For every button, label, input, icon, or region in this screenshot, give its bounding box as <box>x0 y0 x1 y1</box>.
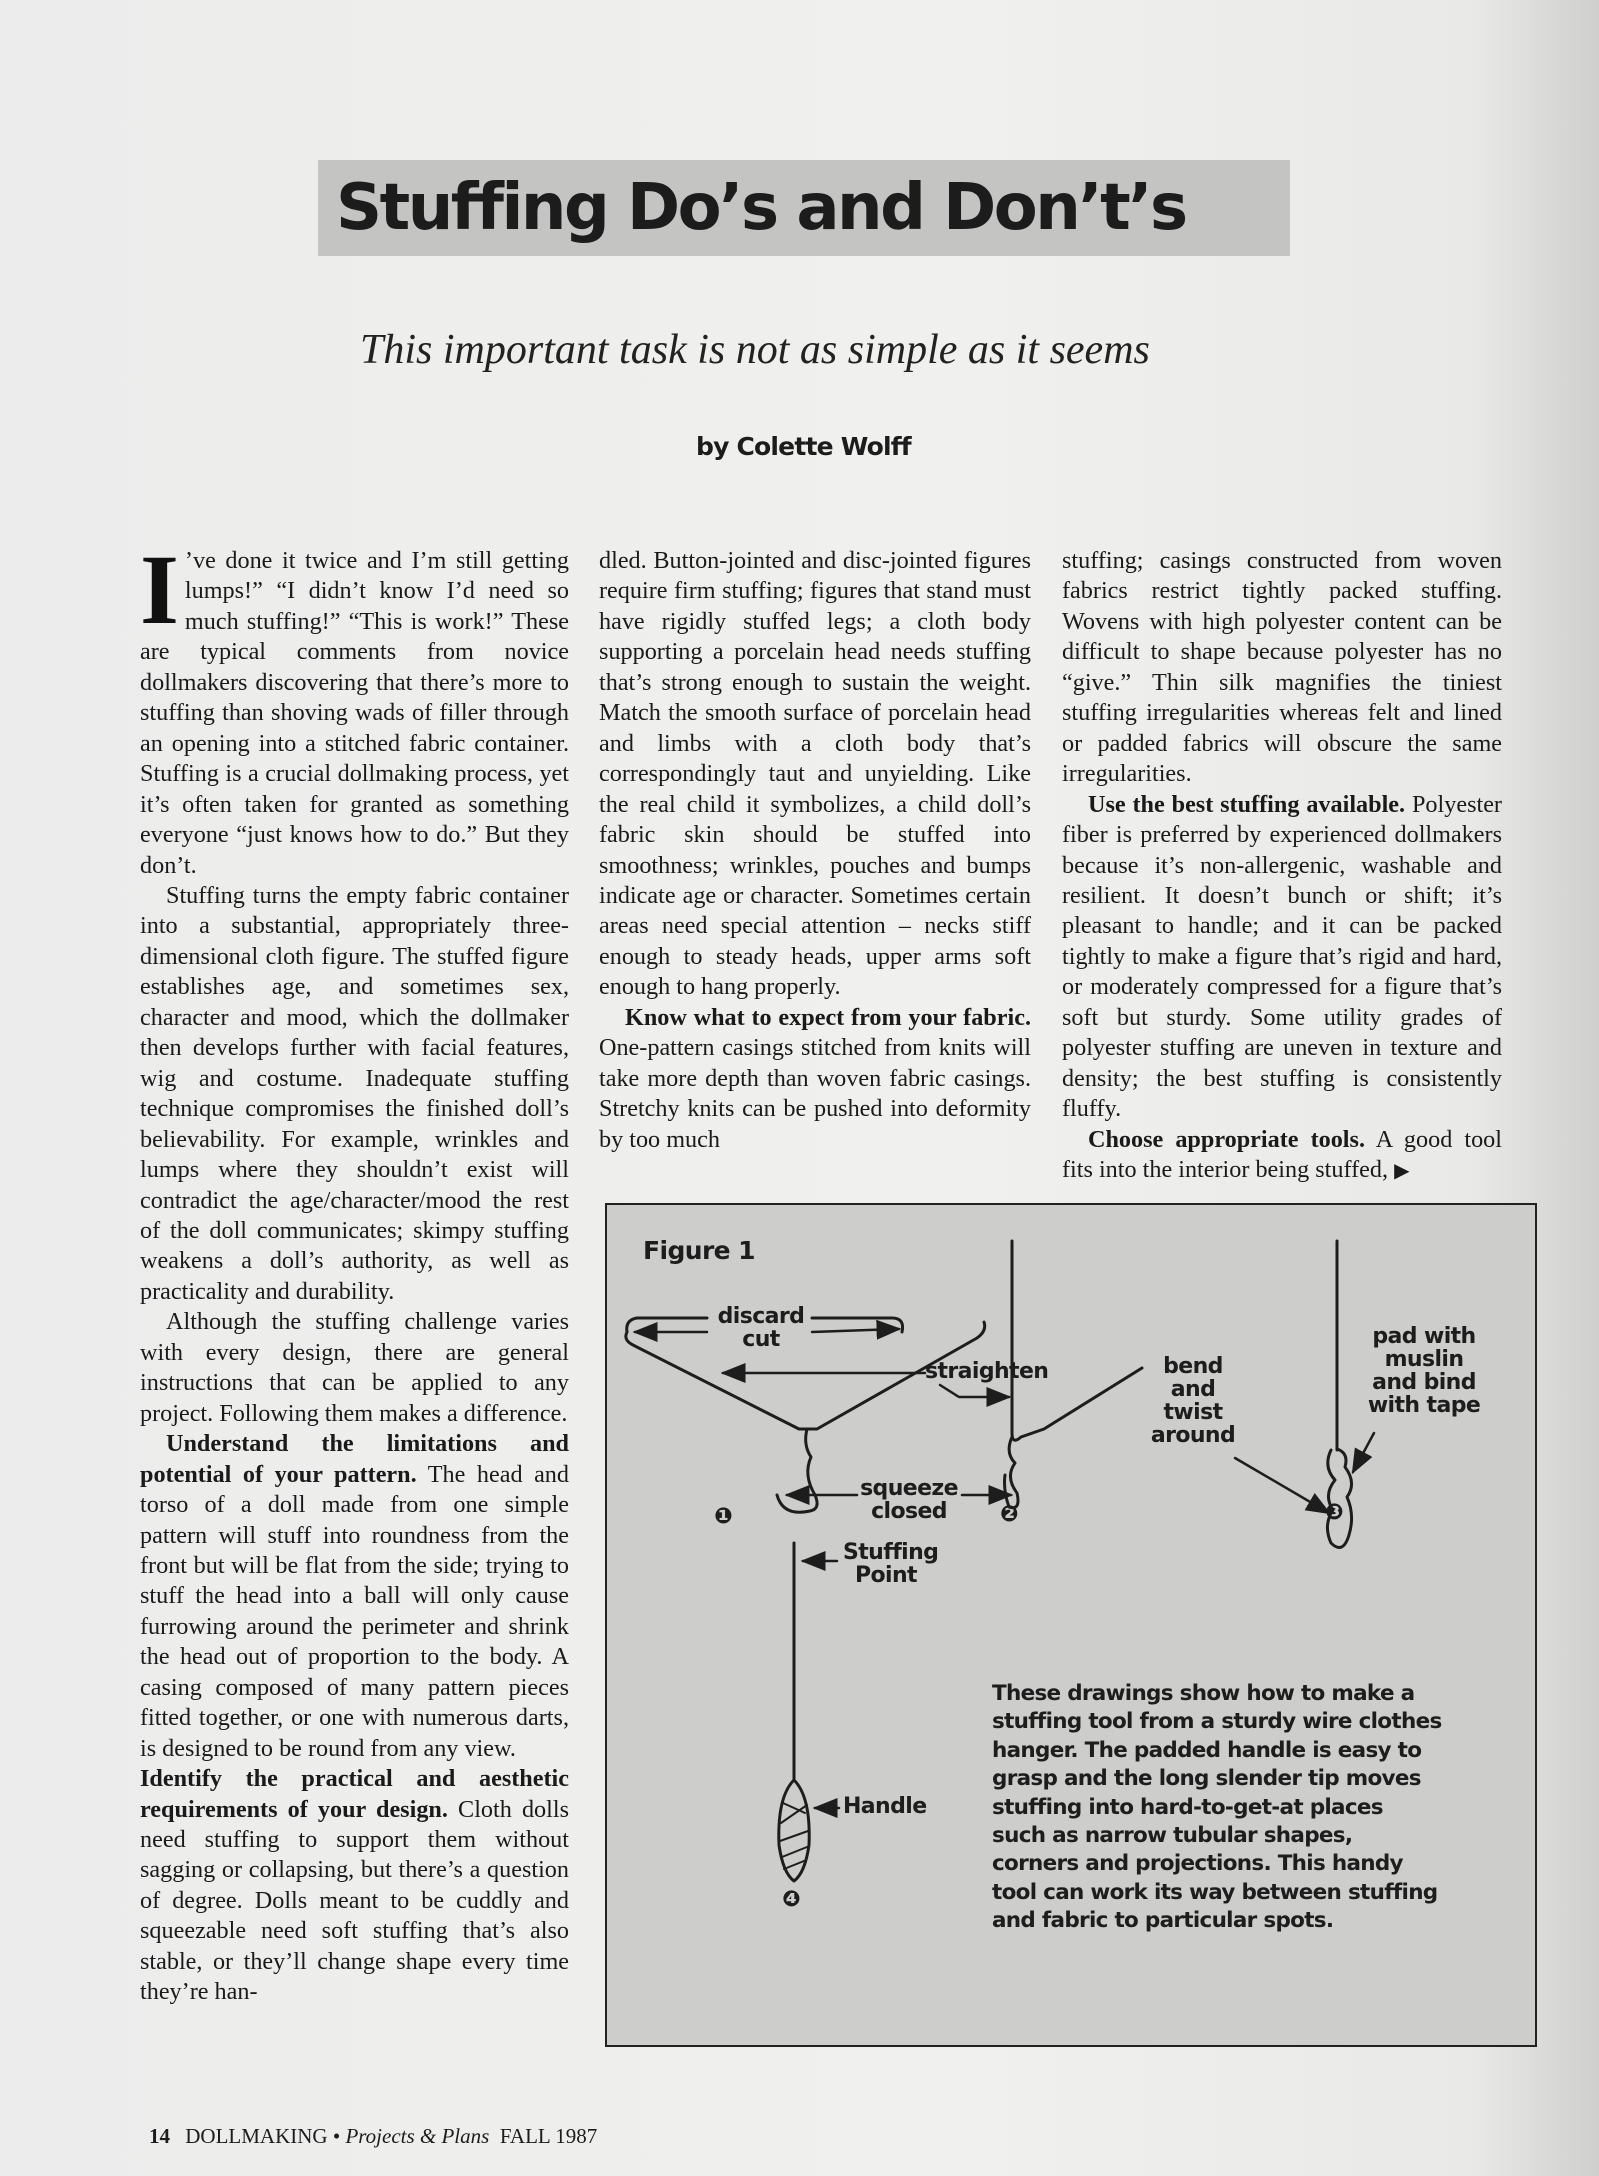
paragraph: Understand the limitations and potential of your pattern. The head and torso of a doll made from one simple pattern will stuff into roundness from the front but will be flat from the side; trying to stuff the head into a ball will only cause furrowing around the perimeter and shrink the head out of proportion to the body. A casing composed of many pattern pieces fitted together, or one with numerous darts, is designed to be round from any view. <box>140 1430 569 1762</box>
figure-title: Figure 1 <box>643 1236 755 1265</box>
label-bend-twist: bend and twist around <box>1150 1354 1236 1449</box>
section-heading: Understand the limitations and potential of your pattern. <box>140 1430 569 1488</box>
paragraph: Although the stuffing challenge varies with every design, there are general instructions that can be applied to any project. Following them makes a difference. <box>140 1308 569 1427</box>
page-number: 14 <box>149 2124 170 2148</box>
article-title: Stuffing Do’s and Don’t’s <box>336 171 1186 245</box>
issue-date: FALL 1987 <box>499 2124 598 2148</box>
byline: by Colette Wolff <box>696 432 911 461</box>
step-3-marker: ❸ <box>1325 1500 1344 1525</box>
paragraph: Use the best stuffing available. Polyester fiber is preferred by experienced dollmakers because it’s non-allergenic, washable and resilient. It doesn’t bunch or shift; it’s pleasant to handle; and it can be packed tightly to make a figure that’s rigid and hard, or moderately compressed for a figure that’s soft but sturdy. Some utility grades of polyester stuffing are uneven in texture and density; the best stuffing is consistently fluffy. <box>1062 790 1502 1123</box>
figure-1 <box>605 1203 1537 2047</box>
hanger-wire-step2 <box>1012 1241 1142 1440</box>
drop-cap: I <box>140 534 179 645</box>
column-2 <box>599 546 1031 1155</box>
magazine-section: Projects & Plans <box>345 2124 490 2148</box>
continued-arrow-icon: ▶ <box>1394 1160 1410 1183</box>
hanger-wire-step1 <box>627 1318 707 1332</box>
paragraph: dled. Button-jointed and disc-jointed figures require firm stuffing; figures that stand must have rigidly stuffed legs; a cloth body supporting a porcelain head needs stuffing that’s strong enough to sustain the weight. Match the smooth surface of porcelain head and limbs with a cloth body that’s correspondingly taut and unyielding. Like the real child it symbolizes, a child doll’s fabric skin should be stuffed into smoothness; wrinkles, pouches and bumps indicate age or character. Sometimes certain areas need special attention – necks stiff enough to steady heads, upper arms soft enough to hang properly. <box>599 547 1031 1001</box>
section-heading: Use the best stuffing available. <box>1088 790 1406 818</box>
page-footer <box>149 2124 597 2149</box>
paragraph: Know what to expect from your fabric. One-pattern casings stitched from knits will take more depth than woven fabric casings. Stretchy knits can be pushed into deformity by too much <box>599 1003 1031 1153</box>
paragraph: Identify the practical and aesthetic requirements of your design. Cloth dolls need stuffing to support them without sagging or collapsing, but there’s a question of degree. Dolls meant to be cuddly and squeezable need soft stuffing that’s also stable, or they’ll change shape every time they’re han- <box>140 1765 569 2006</box>
section-heading: Identify the practical and aesthetic requirements of your design. <box>140 1765 569 1823</box>
section-heading: Know what to expect from your fabric. <box>625 1003 1031 1031</box>
label-straighten: straighten <box>925 1359 1049 1384</box>
hanger-hook-step1 <box>777 1429 817 1512</box>
column-1 <box>140 534 569 2008</box>
article-subtitle: This important task is not as simple as it seems <box>360 327 1150 373</box>
footer-bullet: • <box>332 2124 341 2148</box>
paragraph: Stuffing turns the empty fabric container into a substantial, appropriately three-dimensional cloth figure. The stuffed figure establishes age, and sometimes sex, character and mood, which the dollmaker then develops further with facial features, wig and costume. Inadequate stuffing technique compromises the finished doll’s believability. For example, wrinkles and lumps where they shouldn’t exist will contradict the age/character/mood the rest of the doll communicates; skimpy stuffing weakens a doll’s authority, as well as practicality and durability. <box>140 881 569 1305</box>
step-2-marker: ❷ <box>1000 1502 1019 1527</box>
label-squeeze-closed: squeeze closed <box>860 1476 958 1525</box>
label-pad-with-muslin: pad with muslin and bind with tape <box>1367 1324 1481 1419</box>
step-1-marker: ❶ <box>714 1504 733 1529</box>
paragraph: stuffing; casings constructed from woven fabrics restrict tightly packed stuffing. Wovens with high polyester content can be difficult to shape because polyester has no “give.” Thin silk magnifies the tiniest stuffing irregularities whereas felt and lined or padded fabrics will obscure the same irregularities. <box>1062 547 1502 788</box>
step-4-marker: ❹ <box>782 1887 801 1912</box>
section-heading: Choose appropriate tools. <box>1088 1125 1365 1153</box>
column-3 <box>1062 546 1502 1187</box>
label-stuffing-point: Stuffing Point <box>843 1540 939 1589</box>
label-handle: Handle <box>843 1794 927 1819</box>
lead-paragraph: I ’ve done it twice and I’m still getting lumps!” “I didn’t know I’d need so much stuffing!” “This is work!” These are typical comments from novice dollmakers discovering that there’s more to stuffing than shoving wads of filler through an opening into a stitched fabric container. Stuffing is a crucial dollmaking process, yet it’s often taken for granted as something everyone “just knows how to do.” But they don’t. <box>140 534 569 879</box>
padded-handle-step3 <box>1327 1449 1351 1548</box>
magazine-name: DOLLMAKING <box>185 2124 328 2148</box>
label-discard-cut: discard cut <box>717 1304 805 1353</box>
paragraph: Choose appropriate tools. A good tool fits into the interior being stuffed, ▶ <box>1062 1125 1502 1184</box>
figure-caption: These drawings show how to make a stuffing tool from a sturdy wire clothes hanger. The padded handle is easy to grasp and the long slender tip moves stuffing into hard-to-get-at places such as narrow tubular shapes, corners and projections. This handy tool can work its way between stuffing and fabric to particular spots. <box>992 1681 1442 1934</box>
